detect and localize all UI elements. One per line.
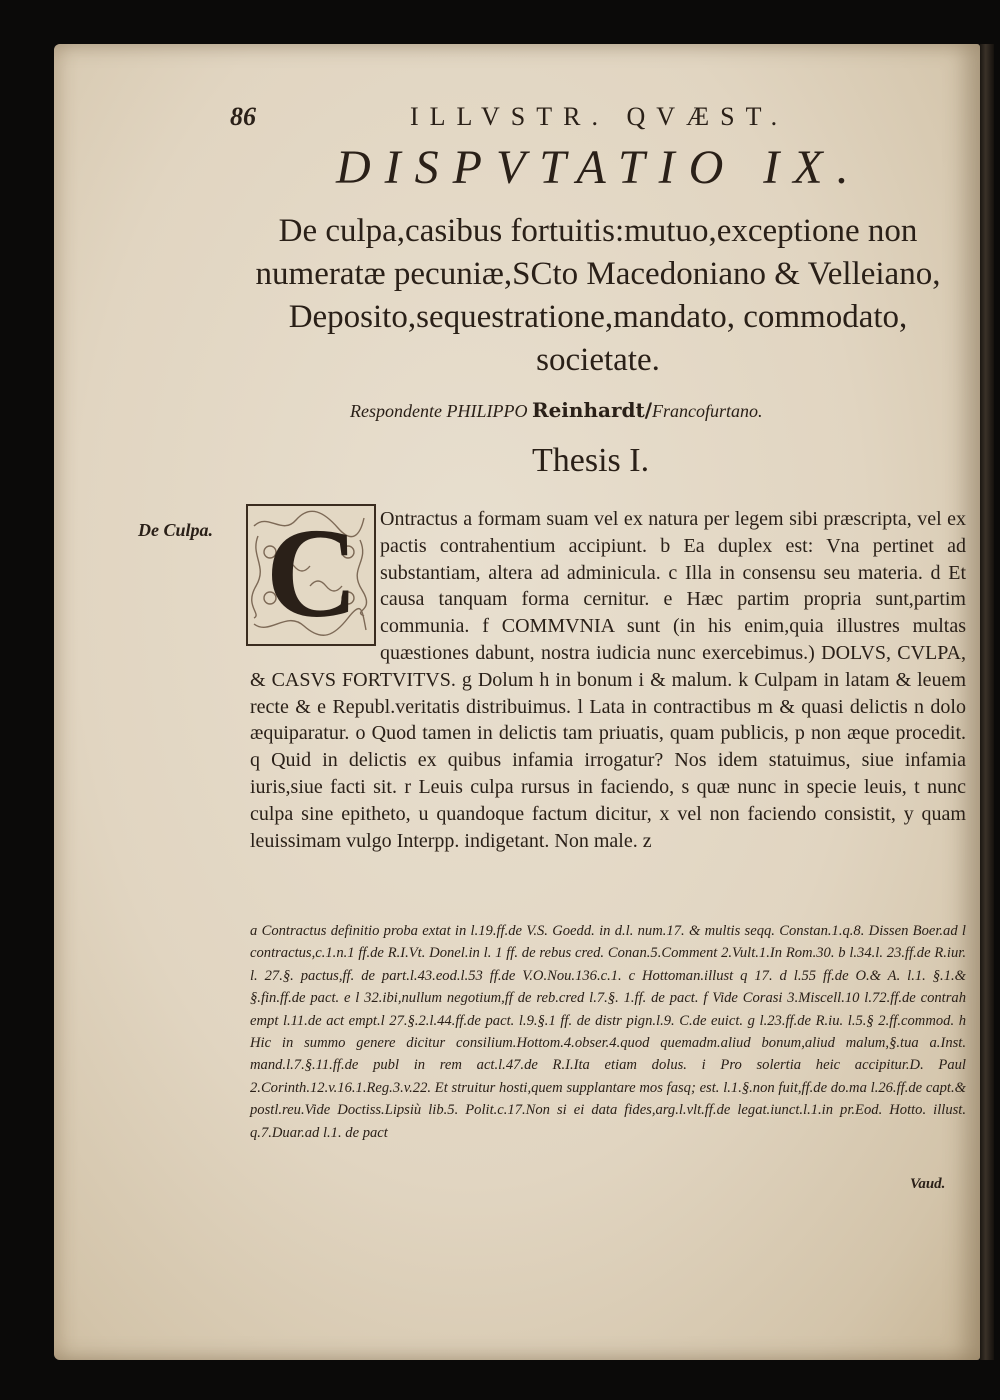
thesis-body: [250, 502, 966, 854]
initial-letter: C: [265, 502, 359, 644]
disputation-title: DISPVTATIO IX.: [336, 141, 863, 194]
respondent-origin: Francofurtano.: [652, 401, 763, 421]
respondent-label: Respondente PHILIPPO: [350, 401, 528, 421]
thesis-heading: Thesis I.: [532, 442, 650, 479]
running-title: ILLVSTR. QVÆST.: [410, 102, 789, 131]
book-edge: [980, 44, 994, 1360]
thesis-text: Ontractus a formam suam vel ex natura per legem sibi præscripta, vel ex pactis contrahentium accipiunt. b Ea duplex est: Vna pertinet ad substantiam, altera ad adminicula. c Illa in consensu seu materia. d Et causa tanquam forma cernitur. e Hæc partim propria sunt,partim communia. f COMMVNIA sunt (in his enim,quia illustres multas quæstiones dabunt, nostra iudicia nunc exercebimus.) DOLVS, CVLPA, & CASVS FORTVITVS. g Dolum h in bonum i & malum. k Culpam in latam & leuem recte & e Republ.veritatis distribuimus. l Lata in contractibus m & quasi delictis n dolo æquiparatur. o Quod tamen in delictis tam priuatis, quam publicis, p non æque procedit. q Quid in delictis ex quibus infamia irrogatur? Nos idem statuimus, siue infamia iuris,siue facti sit. r Leuis culpa rursus in faciendo, s quæ nunc in specie leuis, t nunc culpa sine epitheto, u quandoque factum dicitur, x vel non faciendo consistit, y quam leuissimam vulgo Interpp. indigetant. Non male. z: [250, 508, 966, 852]
book-page: [54, 44, 980, 1360]
initial-spacer: [250, 502, 380, 644]
running-head: [230, 102, 990, 138]
respondent-name: Reinhardt/: [531, 398, 653, 422]
margin-note: De Culpa.: [138, 520, 214, 540]
respondent-line: [350, 398, 950, 422]
page-number: 86: [230, 102, 256, 131]
disputation-subtitle: De culpa,casibus fortuitis:mutuo,exceptione non numeratæ pecuniæ,SCto Macedoniano & Velleiano, Deposito,sequestratione,mandato, commodato, societate.: [255, 213, 941, 378]
footnotes: a Contractus definitio proba extat in l.19.ff.de V.S. Goedd. in d.l. num.17. & multis seqq. Constan.1.q.8. Dissen Boer.ad l contractus,c.1.n.1 ff.de R.I.Vt. Donel.in l. 1 ff. de rebus cred. Conan.5.Comment 2.Vult.1.In Rom.30. b l.34.l. 23.ff.de R.iur. l. 27.§. pactus,ff. de part.l.43.eod.l.53 ff.de V.O.Nou.136.c.1. c Hottoman.illust q 17. d l.55 ff.de O.& A. l.1. §.1.& §.fin.ff.de pact. e l 32.ibi,nullum negotium,ff de reb.cred l.7.§. 1.ff. de pact. f Vide Corasi 3.Miscell.10 l.72.ff.de contrah empt l.11.de act empt.l 27.§.2.l.44.ff.de pact. l.9.§.1 ff. de distr pign.l.9. C.de euict. g l.23.ff.de R.iu. l.5.§ 2.ff.commod. h Hic in summo genere dicitur consilium.Hottom.4.obser.4.quod quemadm.aliud bonum,aliud malum,§.tua a.Inst. mand.l.7.§.11.ff.de publ in rem act.l.47.de R.I.Ita etiam dolus. i Pro solertia heic accipitur.D. Paul 2.Corinth.12.v.16.1.Reg.3.v.22. Et struitur hosti,quem supplantare mos fasq; est. l.1.§.non fuit,ff.de do.ma l.26.ff.de capt.& postl.reu.Vide Doctiss.Lipsiù lib.5. Polit.c.17.Non si ei data fides,arg.l.vlt.ff.de legat.iunct.l.1.in pr.Eod. Hotto. illust. q.7.Duar.ad l.1. de pact: [250, 923, 966, 1141]
catchword: Vaud.: [910, 1176, 946, 1192]
